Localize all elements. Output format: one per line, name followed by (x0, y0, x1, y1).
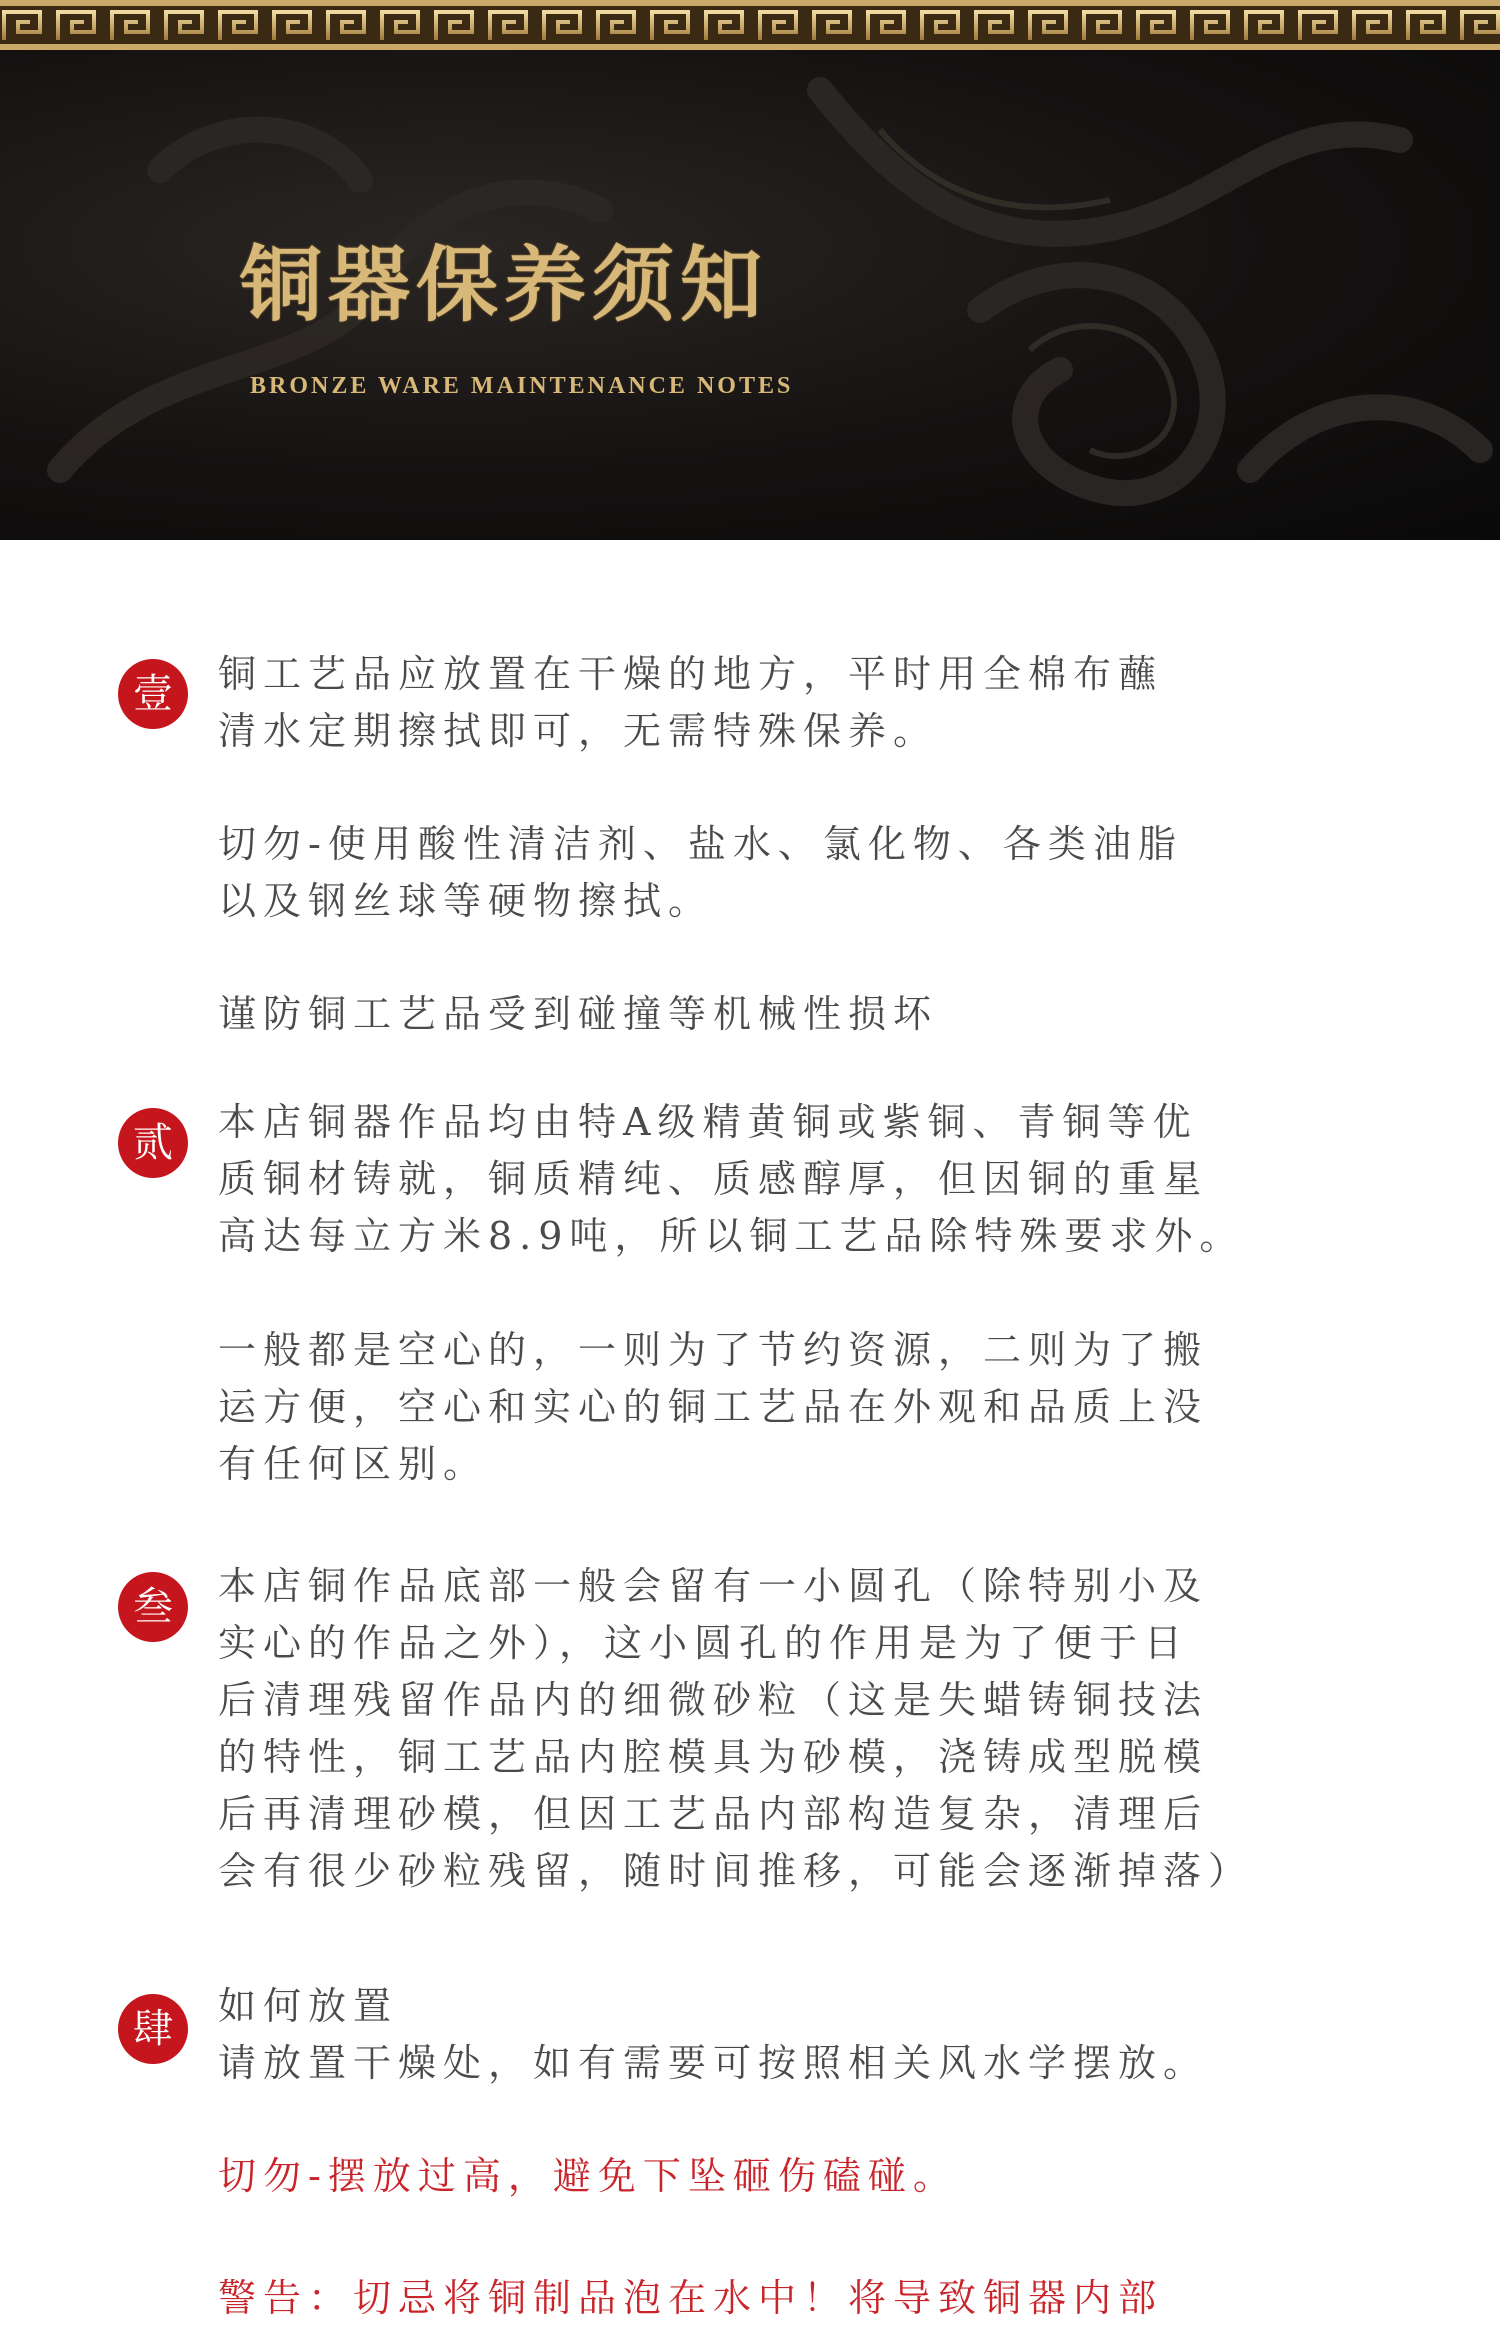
text-line: 请放置干燥处，如有需要可按照相关风水学摆放。 (218, 2041, 1209, 2085)
text-line: 实心的作品之外），这小圆孔的作用是为了便于日 (218, 1621, 1190, 1665)
text-line: 谨防铜工艺品受到碰撞等机械性损坏 (218, 992, 939, 1036)
text-line: 质铜材铸就，铜质精纯、质感醇厚，但因铜的重星 (218, 1157, 1209, 1201)
section-number-badge: 肆 (118, 1994, 188, 2064)
page-subtitle: BRONZE WARE MAINTENANCE NOTES (250, 373, 794, 399)
section-number-badge: 叁 (118, 1572, 188, 1642)
paragraph (218, 1978, 1418, 2092)
text-line: 会有很少砂粒残留，随时间推移，可能会逐渐掉落） (218, 1849, 1254, 1893)
paragraph (218, 1558, 1418, 1900)
paragraph (218, 1322, 1418, 1493)
text-line: 有任何区别。 (218, 1442, 489, 1486)
text-line: 本店铜作品底部一般会留有一小圆孔（除特别小及 (218, 1564, 1209, 1608)
greek-key-border (0, 0, 1500, 50)
greek-key-pattern (0, 0, 1500, 50)
page-title: 铜器保养须知 (240, 237, 769, 333)
text-line: 高达每立方米8.9吨，所以铜工艺品除特殊要求外。 (218, 1214, 1245, 1258)
header-banner (0, 50, 1500, 540)
text-line: 运方便，空心和实心的铜工艺品在外观和品质上没 (218, 1385, 1209, 1429)
red-warning-paragraph (218, 2270, 1418, 2327)
text-line: 后再清理砂模，但因工艺品内部构造复杂，清理后 (218, 1792, 1209, 1836)
text-line: 以及钢丝球等硬物擦拭。 (218, 879, 714, 923)
red-warning-paragraph (218, 2148, 1418, 2205)
text-line: 警告：切忌将铜制品泡在水中！将导致铜器内部 (218, 2276, 1164, 2320)
text-line: 切勿-使用酸性清洁剂、盐水、氯化物、各类油脂 (218, 822, 1183, 866)
text-line: 一般都是空心的，一则为了节约资源，二则为了搬 (218, 1328, 1209, 1372)
text-line: 清水定期擦拭即可，无需特殊保养。 (218, 709, 939, 753)
paragraph (218, 646, 1418, 760)
text-line: 如何放置 (218, 1984, 399, 2028)
section-number-badge: 贰 (118, 1108, 188, 1178)
text-line: 本店铜器作品均由特A级精黄铜或紫铜、青铜等优 (218, 1100, 1198, 1144)
text-line: 后清理残留作品内的细微砂粒（这是失蜡铸铜技法 (218, 1678, 1209, 1722)
warning-paragraph (218, 816, 1418, 930)
text-line: 的特性，铜工艺品内腔模具为砂模，浇铸成型脱模 (218, 1735, 1209, 1779)
paragraph (218, 1094, 1418, 1265)
section-number-badge: 壹 (118, 659, 188, 729)
text-line: 铜工艺品应放置在干燥的地方，平时用全棉布蘸 (218, 652, 1164, 696)
paragraph (218, 986, 1418, 1043)
text-line: 切勿-摆放过高，避免下坠砸伤磕碰。 (218, 2154, 958, 2198)
